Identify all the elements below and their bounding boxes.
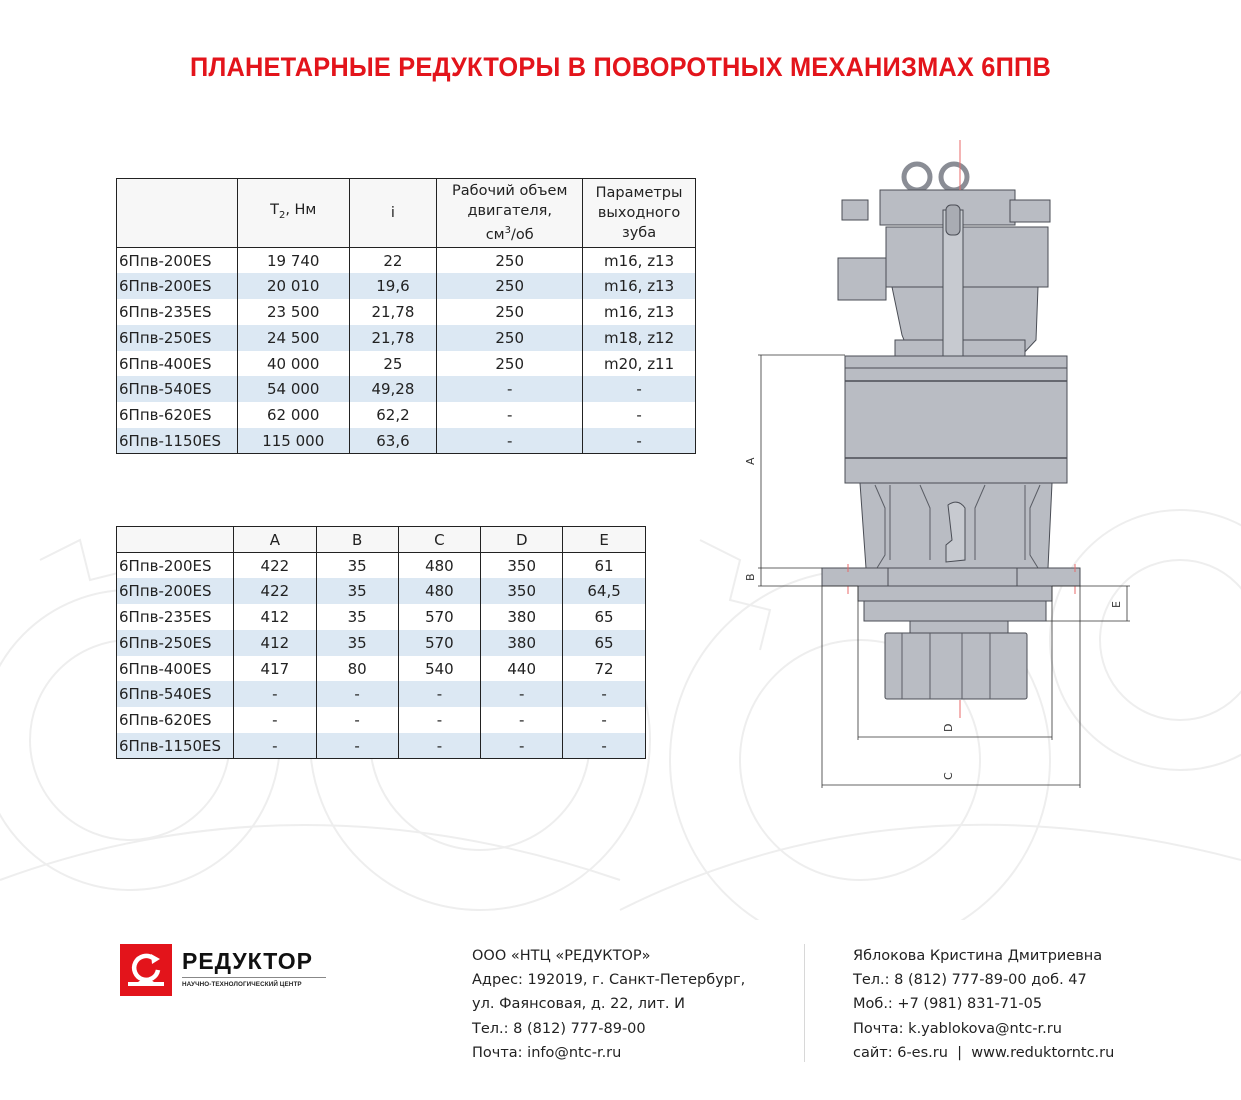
table-row: 6Ппв-250ES 24 500 21,78 250 m18, z12 (117, 325, 696, 351)
header-c: C (398, 527, 481, 553)
specifications-table (116, 178, 696, 454)
company-phone: Тел.: 8 (812) 777-89-00 (472, 1020, 646, 1037)
header-b: B (316, 527, 398, 553)
header-output-tooth: Параметры выходного зуба (583, 179, 696, 248)
table-row: 6Ппв-200ES 422 35 480 350 61 (117, 553, 646, 579)
contacts-divider (804, 944, 805, 1062)
dimension-label-d: D (942, 723, 955, 732)
company-name: ООО «НТЦ «РЕДУКТОР» (472, 948, 651, 964)
logo-subtitle: НАУЧНО-ТЕХНОЛОГИЧЕСКИЙ ЦЕНТР (182, 981, 302, 988)
contact-name: Яблокова Кристина Дмитриевна (853, 948, 1103, 964)
table-row: 6Ппв-250ES 412 35 570 380 65 (117, 630, 646, 656)
logo-name: РЕДУКТОР (182, 948, 313, 974)
logo-mark (120, 944, 172, 996)
logo-divider (182, 977, 326, 978)
contact-mobile: Моб.: +7 (981) 831-71-05 (853, 996, 1043, 1013)
dimension-label-b: B (744, 573, 757, 581)
gearbox-technical-drawing (740, 140, 1140, 800)
header-ratio: i (349, 179, 437, 248)
table-row: 6Ппв-540ES - - - - - (117, 681, 646, 707)
table-row: 6Ппв-540ES 54 000 49,28 - - (117, 376, 696, 402)
table-row: 6Ппв-620ES - - - - - (117, 707, 646, 733)
table-row: 6Ппв-620ES 62 000 62,2 - - (117, 402, 696, 428)
reductor-logo-icon (120, 944, 172, 996)
table-header-row (117, 179, 696, 248)
dimension-label-e: E (1110, 601, 1123, 608)
contact-person (853, 944, 1114, 1065)
table-header-row (117, 527, 646, 553)
contact-email[interactable]: Почта: k.yablokova@ntc-r.ru (853, 1020, 1062, 1037)
table-row: 6Ппв-400ES 417 80 540 440 72 (117, 656, 646, 682)
table-row: 6Ппв-1150ES - - - - - (117, 733, 646, 759)
table-row: 6Ппв-400ES 40 000 25 250 m20, z11 (117, 351, 696, 377)
dimensions-table (116, 526, 646, 759)
table-row: 6Ппв-200ES 20 010 19,6 250 m16, z13 (117, 273, 696, 299)
header-torque: $T_2$, Нм (237, 179, 349, 248)
company-address-line1: Адрес: 192019, г. Санкт-Петербург, (472, 972, 746, 989)
header-model (117, 527, 234, 553)
contact-phone: Тел.: 8 (812) 777-89-00 доб. 47 (853, 972, 1087, 989)
company-address-line2: ул. Фаянсовая, д. 22, лит. И (472, 996, 685, 1013)
dimension-label-a: A (744, 457, 757, 465)
dimension-label-c: C (942, 772, 955, 780)
table-row: 6Ппв-235ES 23 500 21,78 250 m16, z13 (117, 299, 696, 325)
table-row: 6Ппв-1150ES 115 000 63,6 - - (117, 428, 696, 454)
company-logo (120, 944, 340, 996)
header-d: D (481, 527, 563, 553)
table-row: 6Ппв-235ES 412 35 570 380 65 (117, 604, 646, 630)
table-row: 6Ппв-200ES 19 740 22 250 m16, z13 (117, 248, 696, 274)
company-email[interactable]: Почта: info@ntc-r.ru (472, 1044, 622, 1061)
company-contacts (472, 944, 745, 1065)
header-e: E (563, 527, 646, 553)
header-a: A (233, 527, 316, 553)
table-row: 6Ппв-200ES 422 35 480 350 64,5 (117, 578, 646, 604)
header-motor-volume: Рабочий объем двигателя, $см^3/об$ (437, 179, 583, 248)
contact-websites[interactable]: сайт: 6-es.ru | www.reduktorntc.ru (853, 1044, 1115, 1061)
page-title: ПЛАНЕТАРНЫЕ РЕДУКТОРЫ В ПОВОРОТНЫХ МЕХАНИЗМАХ 6ППВ (190, 52, 1051, 82)
header-model (117, 179, 238, 248)
